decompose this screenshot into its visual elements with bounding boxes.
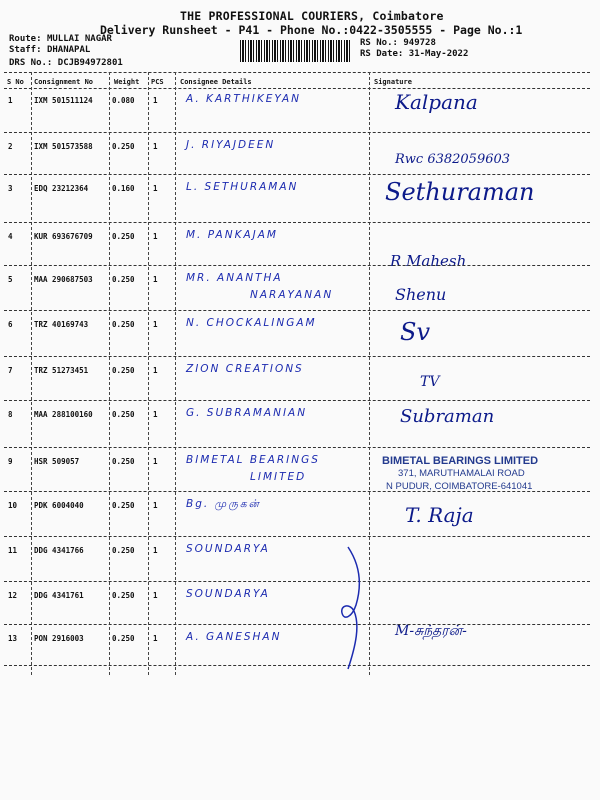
row-sno: 13: [8, 634, 18, 643]
row-separator: [4, 132, 590, 133]
row-weight: 0.250: [112, 457, 135, 466]
row-pcs: 1: [153, 546, 158, 555]
col-divider: [109, 72, 110, 675]
row-sno: 11: [8, 546, 18, 555]
row-consignee-name: J. RIYAJDEEN: [186, 139, 276, 151]
row-consignment-no: MAA 288100160: [34, 410, 93, 419]
row-consignment-no: EDQ 23212364: [34, 184, 89, 193]
row-consignee-name: N. CHOCKALINGAM: [186, 317, 317, 329]
row-signature: Sv: [400, 318, 430, 346]
col-header-consignee: Consignee Details: [180, 78, 252, 86]
row-sno: 8: [8, 410, 13, 419]
row-weight: 0.250: [112, 232, 135, 241]
route-line: [9, 34, 112, 44]
row-separator: [4, 624, 590, 625]
row-consignment-no: IXM 501511124: [34, 96, 93, 105]
row-sno: 9: [8, 457, 13, 466]
row-pcs: 1: [153, 184, 158, 193]
staff-line: [9, 45, 90, 55]
staff-value: DHANAPAL: [46, 45, 91, 55]
bracket-signature-mark: [330, 545, 370, 675]
row-separator: [4, 491, 590, 492]
drs-value: DCJB94972801: [57, 58, 123, 68]
row-weight: 0.250: [112, 501, 135, 510]
row-consignment-no: DDG 4341766: [34, 546, 84, 555]
row-consignee-name: L. SETHURAMAN: [186, 181, 299, 193]
row-signature: Sethuraman: [385, 178, 535, 206]
row-pcs: 1: [153, 501, 158, 510]
row-weight: 0.250: [112, 366, 135, 375]
drs-line: [9, 58, 123, 68]
row-signature: Kalpana: [395, 90, 478, 114]
row-consignment-no: PON 2916003: [34, 634, 84, 643]
row-separator: [4, 400, 590, 401]
row-consignee-name: SOUNDARYA: [186, 543, 270, 555]
row-separator: [4, 581, 590, 582]
row-consignment-no: KUR 693676709: [34, 232, 93, 241]
col-divider: [148, 72, 149, 675]
row-sno: 7: [8, 366, 13, 375]
row-consignee-name-line2: LIMITED: [250, 471, 307, 483]
row-separator: [4, 536, 590, 537]
route-value: MULLAI NAGAR: [46, 34, 112, 44]
row-separator: [4, 222, 590, 223]
row-weight: 0.250: [112, 546, 135, 555]
row-sno: 12: [8, 591, 18, 600]
row-consignee-name: A. GANESHAN: [186, 631, 282, 643]
rs-no-line: [360, 38, 436, 48]
row-consignment-no: DDG 4341761: [34, 591, 84, 600]
row-consignment-no: HSR 509057: [34, 457, 80, 466]
col-header-pcs: PCS: [151, 78, 164, 86]
row-sno: 1: [8, 96, 13, 105]
row-consignee-name: A. KARTHIKEYAN: [186, 93, 301, 105]
row-separator: [4, 265, 590, 266]
company-stamp-line: BIMETAL BEARINGS LIMITED: [382, 455, 539, 467]
company-stamp-line: N PUDUR, COIMBATORE-641041: [386, 481, 533, 492]
row-weight: 0.080: [112, 96, 135, 105]
row-consignment-no: TRZ 51273451: [34, 366, 89, 375]
rs-date-line: [360, 49, 468, 59]
row-pcs: 1: [153, 320, 158, 329]
row-consignee-name: MR. ANANTHA: [186, 272, 283, 284]
row-sno: 3: [8, 184, 13, 193]
row-sno: 2: [8, 142, 13, 151]
row-signature: R Mahesh: [390, 252, 467, 270]
row-consignee-name: Bg. முருகன்: [186, 498, 261, 510]
route-label: Route:: [9, 34, 42, 44]
col-divider: [31, 72, 32, 675]
rs-no-value: 949728: [403, 38, 436, 48]
rs-no-label: RS No.:: [360, 38, 398, 48]
row-signature: Shenu: [395, 285, 447, 304]
document-title: THE PROFESSIONAL COURIERS, Coimbatore: [180, 9, 444, 23]
row-separator: [4, 356, 590, 357]
row-sno: 5: [8, 275, 13, 284]
row-weight: 0.160: [112, 184, 135, 193]
row-weight: 0.250: [112, 591, 135, 600]
barcode-image: [240, 40, 352, 62]
row-separator: [4, 310, 590, 311]
row-consignee-name-line2: NARAYANAN: [250, 289, 334, 301]
col-header-signature: Signature: [374, 78, 412, 86]
row-signature: M-சுந்தரன்-: [395, 623, 467, 639]
row-pcs: 1: [153, 410, 158, 419]
row-weight: 0.250: [112, 275, 135, 284]
row-separator: [4, 174, 590, 175]
row-consignee-name: G. SUBRAMANIAN: [186, 407, 308, 419]
col-header-weight: Weight: [114, 78, 140, 86]
row-separator: [4, 665, 590, 666]
row-weight: 0.250: [112, 320, 135, 329]
col-header-sno: S No: [7, 78, 24, 86]
row-signature: TV: [420, 374, 440, 390]
row-consignment-no: TRZ 40169743: [34, 320, 89, 329]
row-consignment-no: MAA 290687503: [34, 275, 93, 284]
row-signature: T. Raja: [405, 503, 474, 527]
row-consignee-name: ZION CREATIONS: [186, 363, 304, 375]
col-divider: [175, 72, 176, 675]
row-consignment-no: IXM 501573588: [34, 142, 93, 151]
row-pcs: 1: [153, 275, 158, 284]
row-sno: 10: [8, 501, 18, 510]
header-top-rule: [4, 72, 590, 73]
row-consignee-name: SOUNDARYA: [186, 588, 270, 600]
row-pcs: 1: [153, 96, 158, 105]
row-signature: Rwc 6382059603: [395, 152, 511, 167]
row-sno: 4: [8, 232, 13, 241]
staff-label: Staff:: [9, 45, 42, 55]
row-pcs: 1: [153, 232, 158, 241]
row-weight: 0.250: [112, 142, 135, 151]
row-signature: Subraman: [400, 406, 495, 427]
row-pcs: 1: [153, 457, 158, 466]
row-consignment-no: PDK 6004040: [34, 501, 84, 510]
document-subtitle: Delivery Runsheet - P41 - Phone No.:0422-3505555 - Page No.:1: [100, 23, 523, 37]
row-pcs: 1: [153, 366, 158, 375]
row-consignee-name: BIMETAL BEARINGS: [186, 454, 320, 466]
row-weight: 0.250: [112, 634, 135, 643]
company-stamp-line: 371, MARUTHAMALAI ROAD: [398, 468, 525, 479]
col-header-consignment: Consignment No: [34, 78, 94, 86]
rs-date-value: 31-May-2022: [408, 49, 469, 59]
row-weight: 0.250: [112, 410, 135, 419]
row-pcs: 1: [153, 591, 158, 600]
header-bottom-rule: [4, 88, 590, 89]
row-pcs: 1: [153, 634, 158, 643]
rs-date-label: RS Date:: [360, 49, 404, 59]
row-separator: [4, 447, 590, 448]
drs-label: DRS No.:: [9, 58, 53, 68]
row-pcs: 1: [153, 142, 158, 151]
row-sno: 6: [8, 320, 13, 329]
row-consignee-name: M. PANKAJAM: [186, 229, 278, 241]
